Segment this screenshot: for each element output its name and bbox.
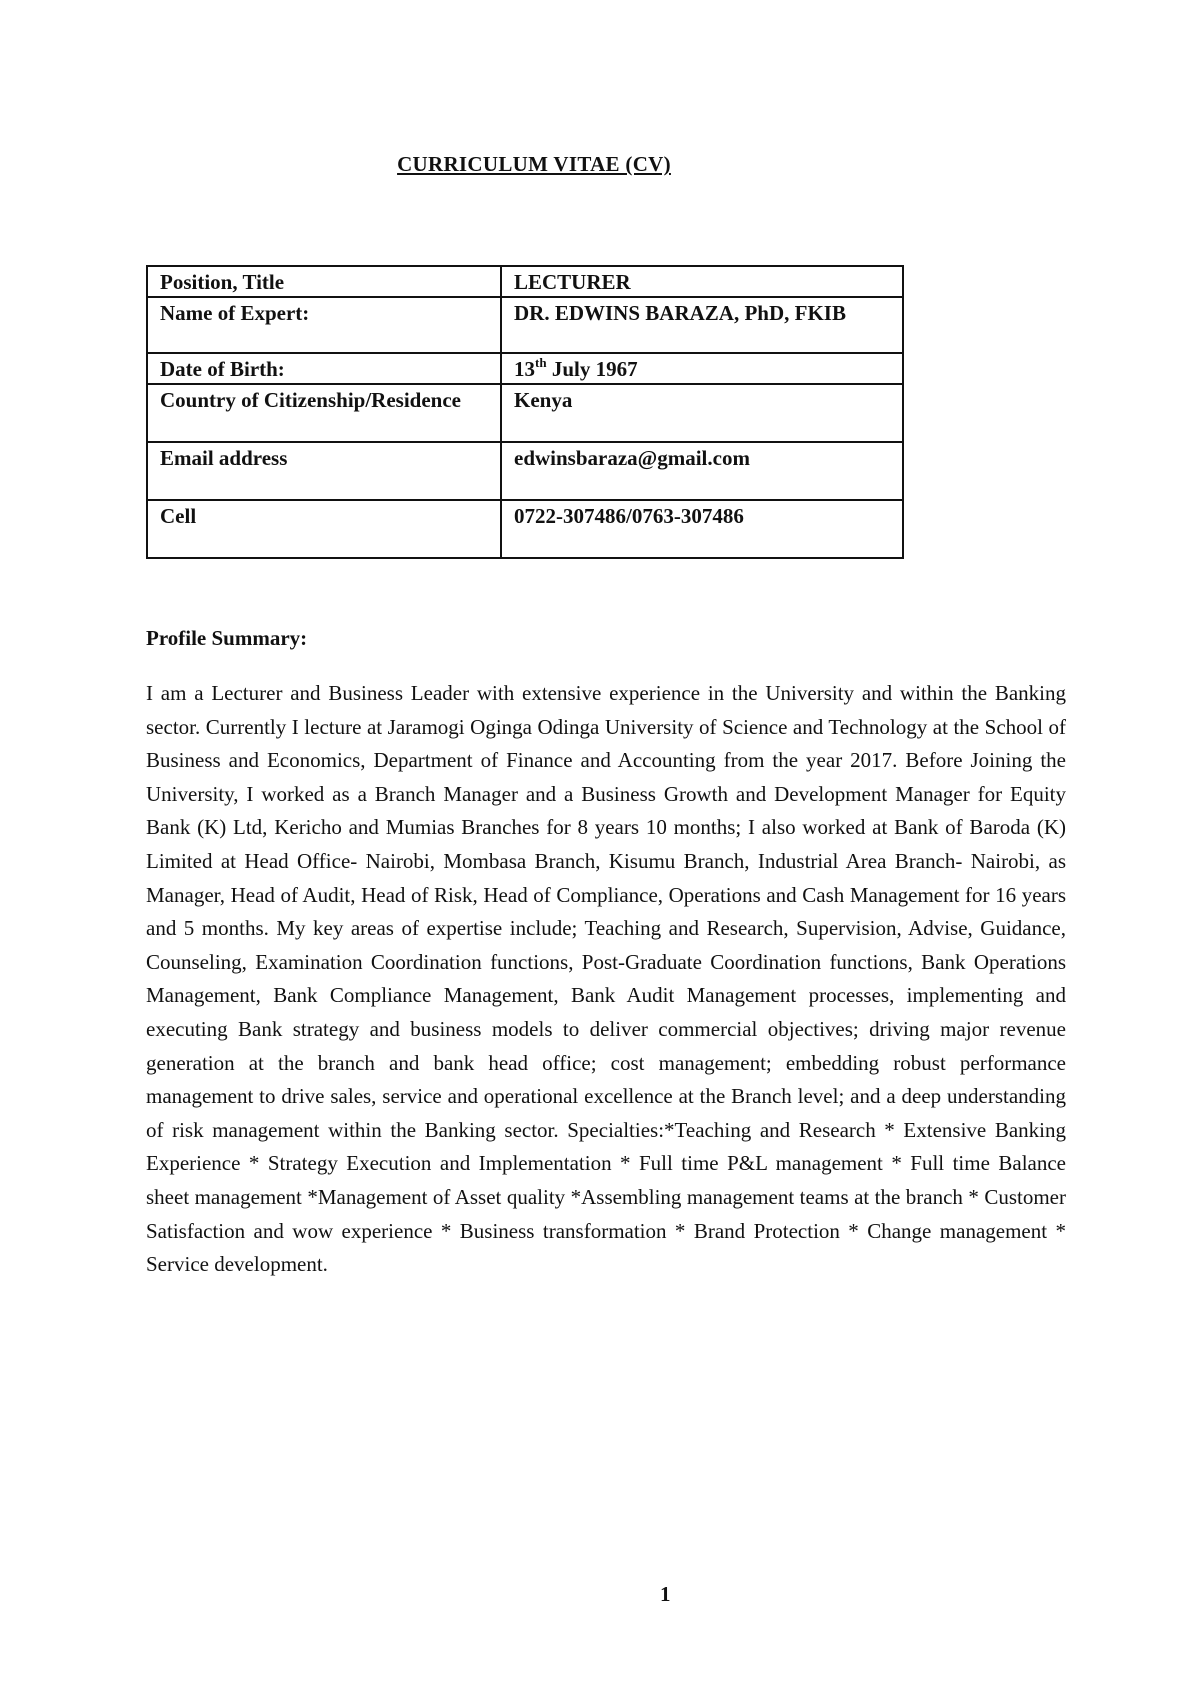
page-number: 1 bbox=[660, 1582, 671, 1606]
dob-month-year: July 1967 bbox=[546, 357, 638, 381]
cell-value: 0722-307486/0763-307486 bbox=[501, 500, 903, 558]
personal-info-table bbox=[146, 265, 904, 559]
table-row bbox=[147, 384, 903, 442]
name-label: Name of Expert: bbox=[147, 297, 501, 353]
dob-label: Date of Birth: bbox=[147, 353, 501, 384]
profile-summary-text: I am a Lecturer and Business Leader with extensive experience in the University and within the Banking sector. Currently I lecture at Jaramogi Oginga Odinga University of Science and Technology at the School of Business and Economics, Department of Finance and Accounting from the year 2017. Before Joining the University, I worked as a Branch Manager and a Business Growth and Development Manager for Equity Bank (K) Ltd, Kericho and Mumias Branches for 8 years 10 months; I also worked at Bank of Baroda (K) Limited at Head Office- Nairobi, Mombasa Branch, Kisumu Branch, Industrial Area Branch- Nairobi, as Manager, Head of Audit, Head of Risk, Head of Compliance, Operations and Cash Management for 16 years and 5 months. My key areas of expertise include; Teaching and Research, Supervision, Advise, Guidance, Counseling, Examination Coordination functions, Post-Graduate Coordination functions, Bank Operations Management, Bank Compliance Management, Bank Audit Management processes, implementing and executing Bank strategy and business models to deliver commercial objectives; driving major revenue generation at the branch and bank head office; cost management; embedding robust performance management to drive sales, service and operational excellence at the Branch level; and a deep understanding of risk management within the Banking sector. Specialties:*Teaching and Research * Extensive Banking Experience * Strategy Execution and Implementation * Full time P&L management * Full time Balance sheet management *Management of Asset quality *Assembling management teams at the branch * Customer Satisfaction and wow experience * Business transformation * Brand Protection * Change management * Service development. bbox=[146, 681, 1066, 1277]
dob-value bbox=[501, 353, 903, 384]
country-label: Country of Citizenship/Residence bbox=[147, 384, 501, 442]
dob-day: 13 bbox=[514, 357, 535, 381]
table-row bbox=[147, 297, 903, 353]
table-row bbox=[147, 266, 903, 297]
email-value: edwinsbaraza@gmail.com bbox=[501, 442, 903, 500]
table-row bbox=[147, 353, 903, 384]
position-value: LECTURER bbox=[501, 266, 903, 297]
name-value: DR. EDWINS BARAZA, PhD, FKIB bbox=[501, 297, 903, 353]
country-value: Kenya bbox=[501, 384, 903, 442]
table-row bbox=[147, 500, 903, 558]
dob-suffix: th bbox=[535, 355, 547, 370]
document-title: CURRICULUM VITAE (CV) bbox=[397, 152, 671, 176]
position-label: Position, Title bbox=[147, 266, 501, 297]
profile-summary-heading: Profile Summary: bbox=[146, 626, 308, 650]
table-row bbox=[147, 442, 903, 500]
cell-label: Cell bbox=[147, 500, 501, 558]
email-label: Email address bbox=[147, 442, 501, 500]
